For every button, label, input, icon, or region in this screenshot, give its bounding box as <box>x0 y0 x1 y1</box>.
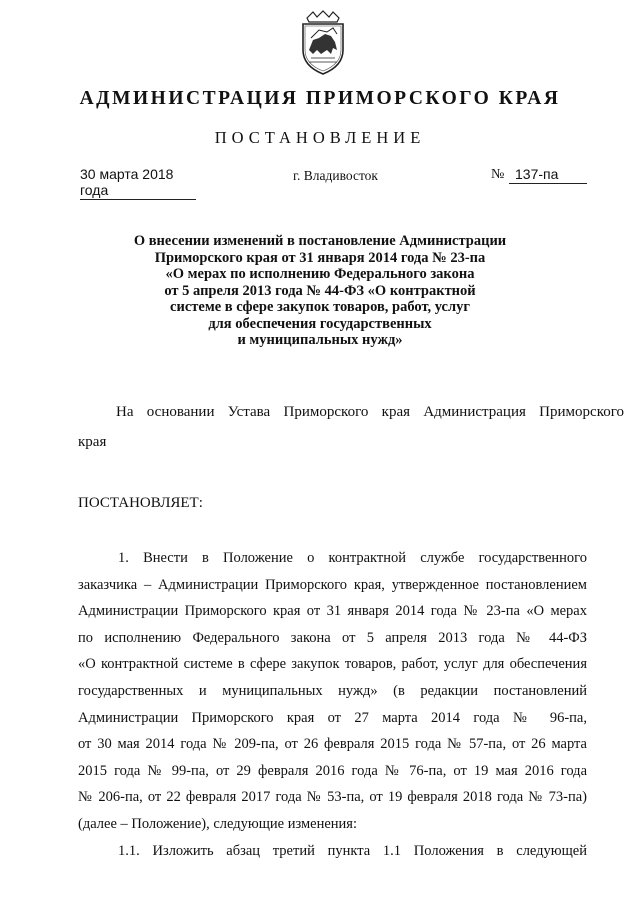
heading-line: и муниципальных нужд» <box>237 332 403 348</box>
coat-of-arms-icon <box>297 10 349 76</box>
body-line: Администрации Приморского края от 27 марта 2014 года № 96-па, <box>78 709 587 726</box>
body-line: (далее – Положение), следующие изменения: <box>78 815 357 832</box>
body-line: заказчика – Администрации Приморского края, утвержденное постановлением <box>78 576 587 593</box>
heading-line: от 5 апреля 2013 года № 44-ФЗ «О контрактной <box>164 282 476 299</box>
document-heading <box>100 233 540 349</box>
body-line: «О контрактной системе в сфере закупок товаров, работ, услуг для обеспечения <box>78 656 587 673</box>
body-line: 1.1. Изложить абзац третий пункта 1.1 Положения в следующей <box>118 842 587 859</box>
body-line: № 206-па, от 22 февраля 2017 года № 53-па, от 19 февраля 2018 года № 73-па) <box>78 789 587 806</box>
body-text <box>78 545 587 864</box>
document-type: ПОСТАНОВЛЕНИЕ <box>214 128 426 147</box>
document-date: 30 марта 2018 года <box>80 166 196 200</box>
document-number: 137-па <box>509 166 587 184</box>
document-city: г. Владивосток <box>293 168 378 183</box>
body-line: государственных и муниципальных нужд» (в редакции постановлений <box>78 682 587 699</box>
body-line: от 30 мая 2014 года № 209-па, от 26 февраля 2015 года № 57-па, от 26 марта <box>78 736 587 753</box>
body-line: по исполнению Федерального закона от 5 апреля 2013 года № 44-ФЗ <box>78 629 587 646</box>
number-sign: № <box>491 167 505 182</box>
body-line: 2015 года № 99-па, от 29 февраля 2016 года № 76-па, от 19 мая 2016 года <box>78 762 587 779</box>
body-line: 1. Внести в Положение о контрактной службе государственного <box>118 550 587 566</box>
basis-line: На основании Устава Приморского края Администрация Приморского <box>116 404 624 420</box>
heading-line: для обеспечения государственных <box>208 315 432 332</box>
heading-line: О внесении изменений в постановление Администрации <box>133 233 507 249</box>
heading-line: Приморского края от 31 января 2014 года № 23-па <box>154 249 486 266</box>
basis-line: края <box>78 434 107 450</box>
organization-title: АДМИНИСТРАЦИЯ ПРИМОРСКОГО КРАЯ <box>79 88 561 109</box>
resolve-heading: ПОСТАНОВЛЯЕТ: <box>78 495 203 511</box>
heading-line: системе в сфере закупок товаров, работ, услуг <box>170 299 470 315</box>
heading-line: «О мерах по исполнению Федерального закона <box>165 266 475 282</box>
body-line: Администрации Приморского края от 31 января 2014 года № 23-па «О мерах <box>78 603 587 620</box>
